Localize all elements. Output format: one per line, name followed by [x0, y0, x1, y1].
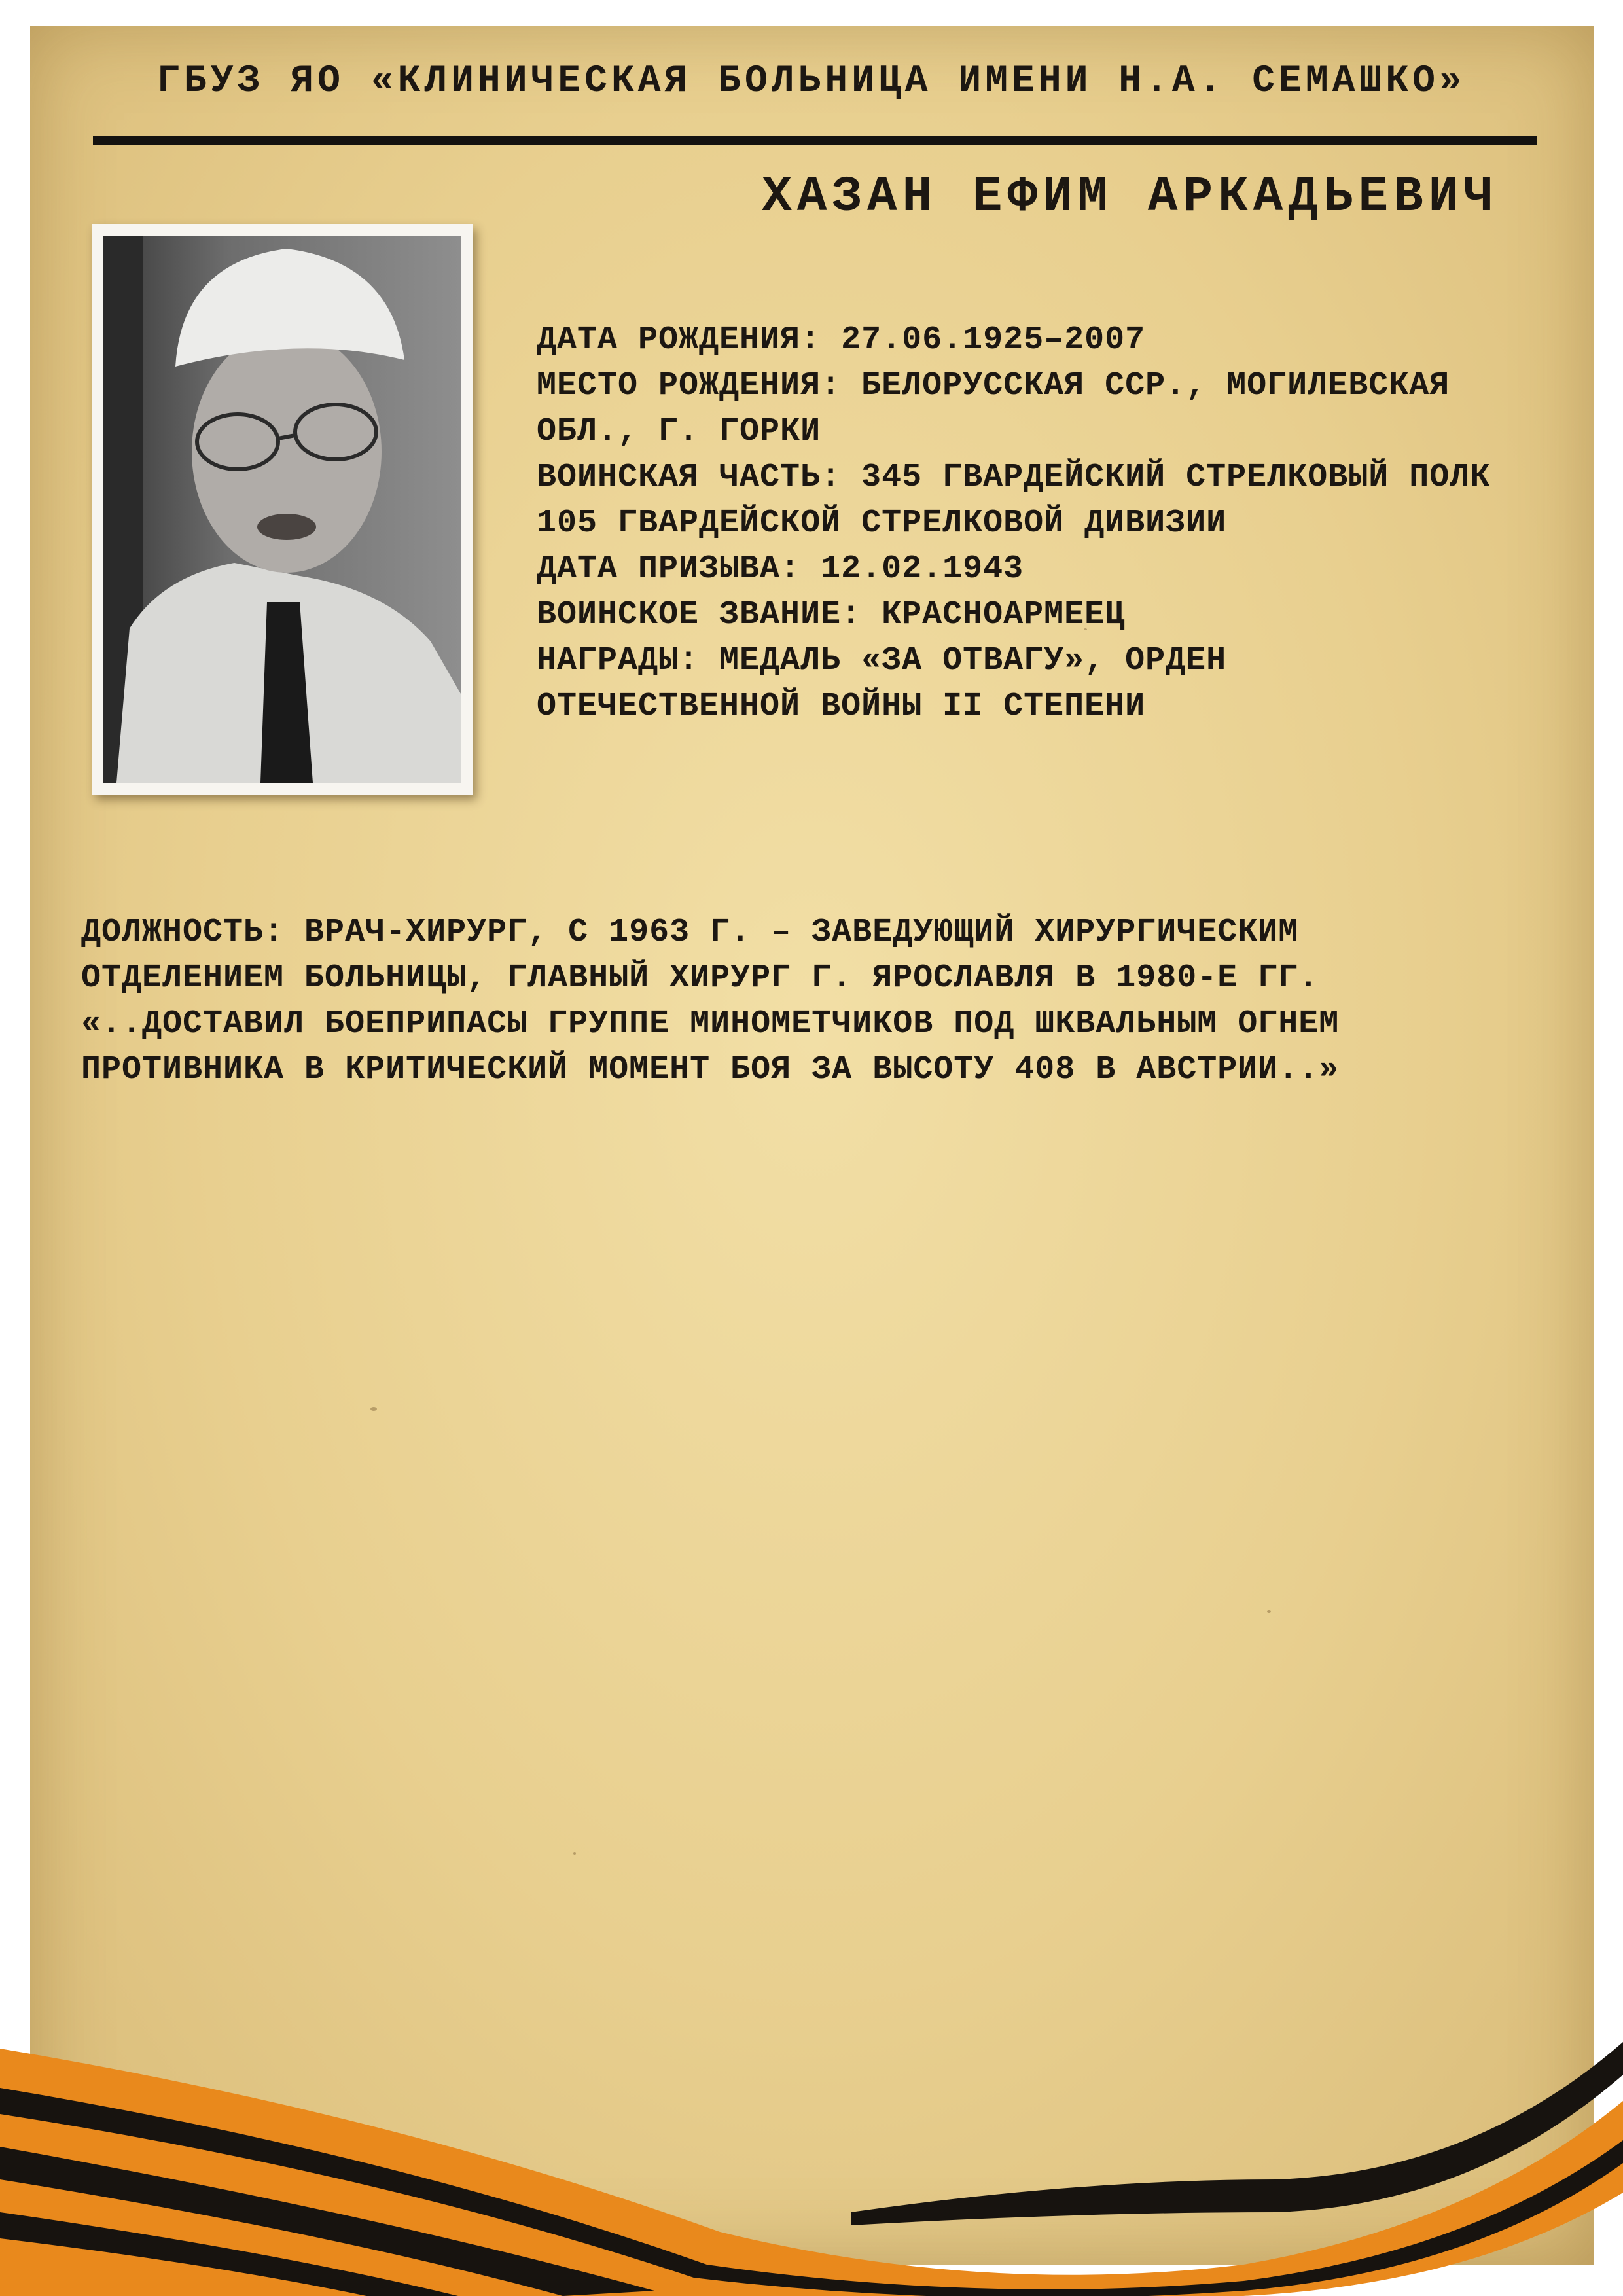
st-george-ribbon [0, 2016, 1623, 2296]
person-name: ХАЗАН ЕФИМ АРКАДЬЕВИЧ [762, 169, 1499, 225]
biography-line: ОТДЕЛЕНИЕМ БОЛЬНИЦЫ, ГЛАВНЫЙ ХИРУРГ Г. ЯРОСЛАВЛЯ В 1980-Е ГГ. [81, 960, 1319, 997]
detail-line: ОТЕЧЕСТВЕННОЙ ВОЙНЫ II СТЕПЕНИ [537, 688, 1146, 725]
detail-line: ДАТА ПРИЗЫВА: 12.02.1943 [537, 550, 1024, 588]
header-divider [93, 136, 1537, 145]
detail-line: НАГРАДЫ: МЕДАЛЬ «ЗА ОТВАГУ», ОРДЕН [537, 642, 1227, 679]
portrait-image [103, 236, 461, 783]
detail-line: ВОИНСКАЯ ЧАСТЬ: 345 ГВАРДЕЙСКИЙ СТРЕЛКОВЫЙ ПОЛК [537, 459, 1491, 496]
institution-header: ГБУЗ ЯО «КЛИНИЧЕСКАЯ БОЛЬНИЦА ИМЕНИ Н.А. СЕМАШКО» [157, 60, 1466, 103]
biography-line: ПРОТИВНИКА В КРИТИЧЕСКИЙ МОМЕНТ БОЯ ЗА ВЫСОТУ 408 В АВСТРИИ..» [81, 1051, 1340, 1088]
detail-line: МЕСТО РОЖДЕНИЯ: БЕЛОРУССКАЯ ССР., МОГИЛЕВСКАЯ [537, 367, 1450, 404]
personal-details [537, 317, 1558, 730]
biography-line: «..ДОСТАВИЛ БОЕПРИПАСЫ ГРУППЕ МИНОМЕТЧИКОВ ПОД ШКВАЛЬНЫМ ОГНЕМ [81, 1005, 1340, 1043]
biography-text [81, 910, 1547, 1093]
detail-line: 105 ГВАРДЕЙСКОЙ СТРЕЛКОВОЙ ДИВИЗИИ [537, 505, 1227, 542]
detail-line: ОБЛ., Г. ГОРКИ [537, 413, 821, 450]
detail-line: ВОИНСКОЕ ЗВАНИЕ: КРАСНОАРМЕЕЦ [537, 596, 1126, 634]
biography-line: ДОЛЖНОСТЬ: ВРАЧ-ХИРУРГ, С 1963 Г. – ЗАВЕДУЮЩИЙ ХИРУРГИЧЕСКИМ [81, 914, 1299, 951]
portrait-photo [92, 224, 473, 795]
detail-line: ДАТА РОЖДЕНИЯ: 27.06.1925–2007 [537, 321, 1146, 359]
